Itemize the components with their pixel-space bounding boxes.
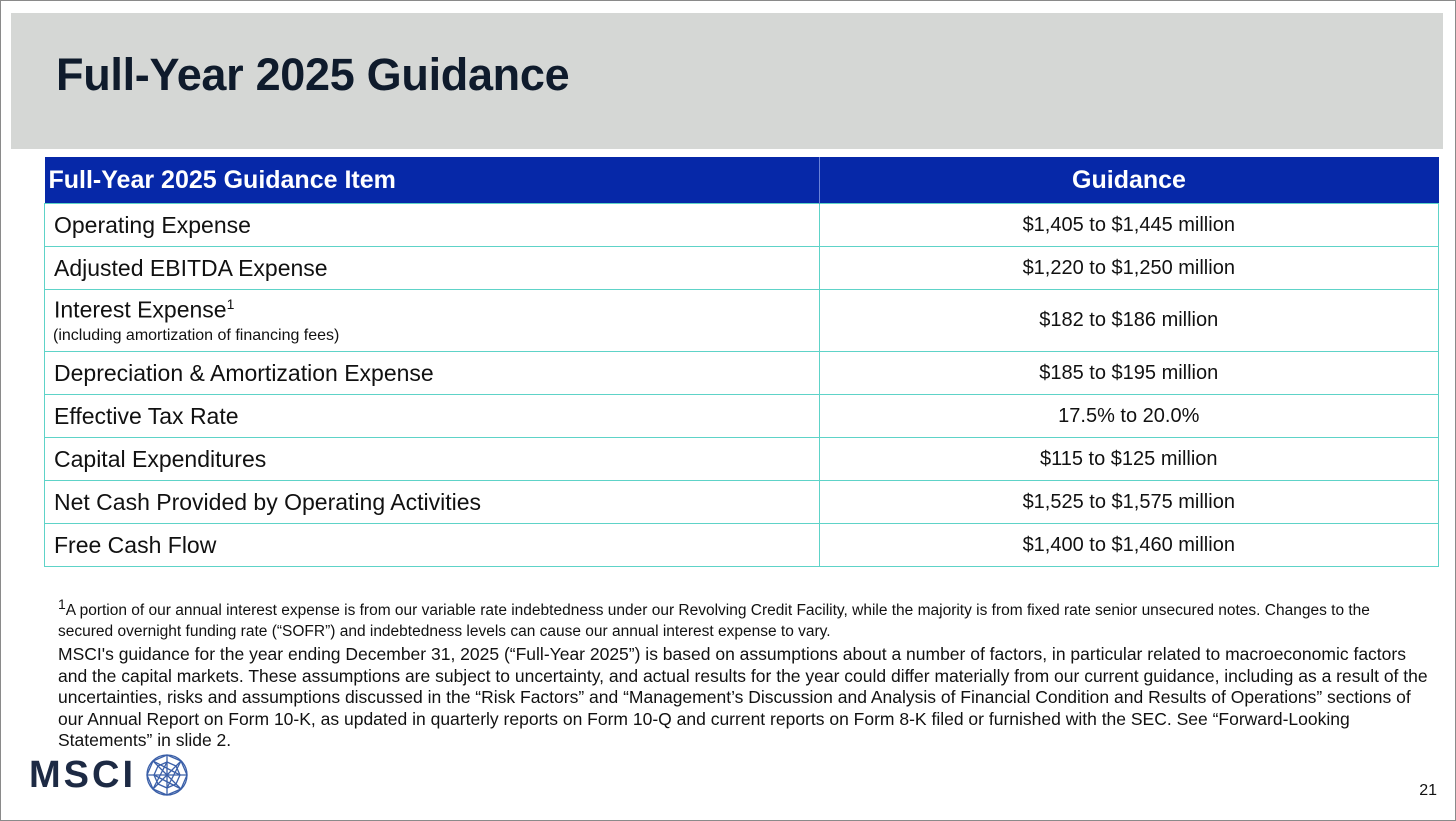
table-row [45, 247, 1439, 290]
row-guidance: $1,405 to $1,445 million [819, 204, 1439, 247]
table-row [45, 524, 1439, 567]
footnote [58, 594, 1428, 642]
row-guidance: $185 to $195 million [819, 352, 1439, 395]
row-guidance: $1,400 to $1,460 million [819, 524, 1439, 567]
guidance-table [44, 157, 1439, 567]
footnote-text: A portion of our annual interest expense is from our variable rate indebtedness under our Revolving Credit Facility, while the majority is from fixed rate senior unsecured notes. Changes to the secured overnight funding rate (“SOFR”) and indebtedness levels can cause our annual interest expense to vary. [58, 602, 1370, 641]
table-row [45, 352, 1439, 395]
footnote-marker: 1 [58, 596, 66, 612]
table-row [45, 204, 1439, 247]
table-row [45, 395, 1439, 438]
header-guidance: Guidance [819, 157, 1439, 204]
row-item-note: (including amortization of financing fees) [53, 327, 340, 345]
table-row [45, 290, 1439, 352]
row-item: Interest Expense [54, 296, 227, 323]
guidance-disclaimer: MSCI's guidance for the year ending December 31, 2025 (“Full-Year 2025”) is based on assumptions about a number of factors, in particular related to macroeconomic factors and the capital markets. These assumptions are subject to uncertainty, and actual results for the year could differ materially from our current guidance, including as a result of the uncertainties, risks and assumptions discussed in the “Risk Factors” and “Management’s Discussion and Analysis of Financial Condition and Results of Operations” sections of our Annual Report on Form 10-K, as updated in quarterly reports on Form 10-Q and current reports on Form 8-K filed or furnished with the SEC. See “Forward-Looking Statements” in slide 2. [58, 644, 1428, 750]
title-band [11, 13, 1443, 149]
row-guidance: $1,220 to $1,250 million [819, 247, 1439, 290]
row-item: Free Cash Flow [45, 524, 820, 567]
globe-grid-icon [144, 752, 190, 798]
page-number: 21 [1419, 782, 1437, 799]
row-guidance: $1,525 to $1,575 million [819, 481, 1439, 524]
row-item: Capital Expenditures [45, 438, 820, 481]
row-item: Depreciation & Amortization Expense [45, 352, 820, 395]
header-guidance-item: Full-Year 2025 Guidance Item [45, 157, 820, 204]
row-guidance: $182 to $186 million [819, 290, 1439, 352]
row-item: Effective Tax Rate [45, 395, 820, 438]
row-item: Net Cash Provided by Operating Activities [45, 481, 820, 524]
row-guidance: $115 to $125 million [819, 438, 1439, 481]
table-row [45, 438, 1439, 481]
msci-logo [29, 752, 190, 798]
table-header-row [45, 157, 1439, 204]
row-item-cell [45, 290, 820, 352]
slide-title: Full-Year 2025 Guidance [56, 49, 570, 100]
row-guidance: 17.5% to 20.0% [819, 395, 1439, 438]
table-row [45, 481, 1439, 524]
row-item: Adjusted EBITDA Expense [45, 247, 820, 290]
logo-wordmark: MSCI [29, 753, 136, 796]
row-item: Operating Expense [45, 204, 820, 247]
footnote-marker: 1 [226, 295, 235, 312]
